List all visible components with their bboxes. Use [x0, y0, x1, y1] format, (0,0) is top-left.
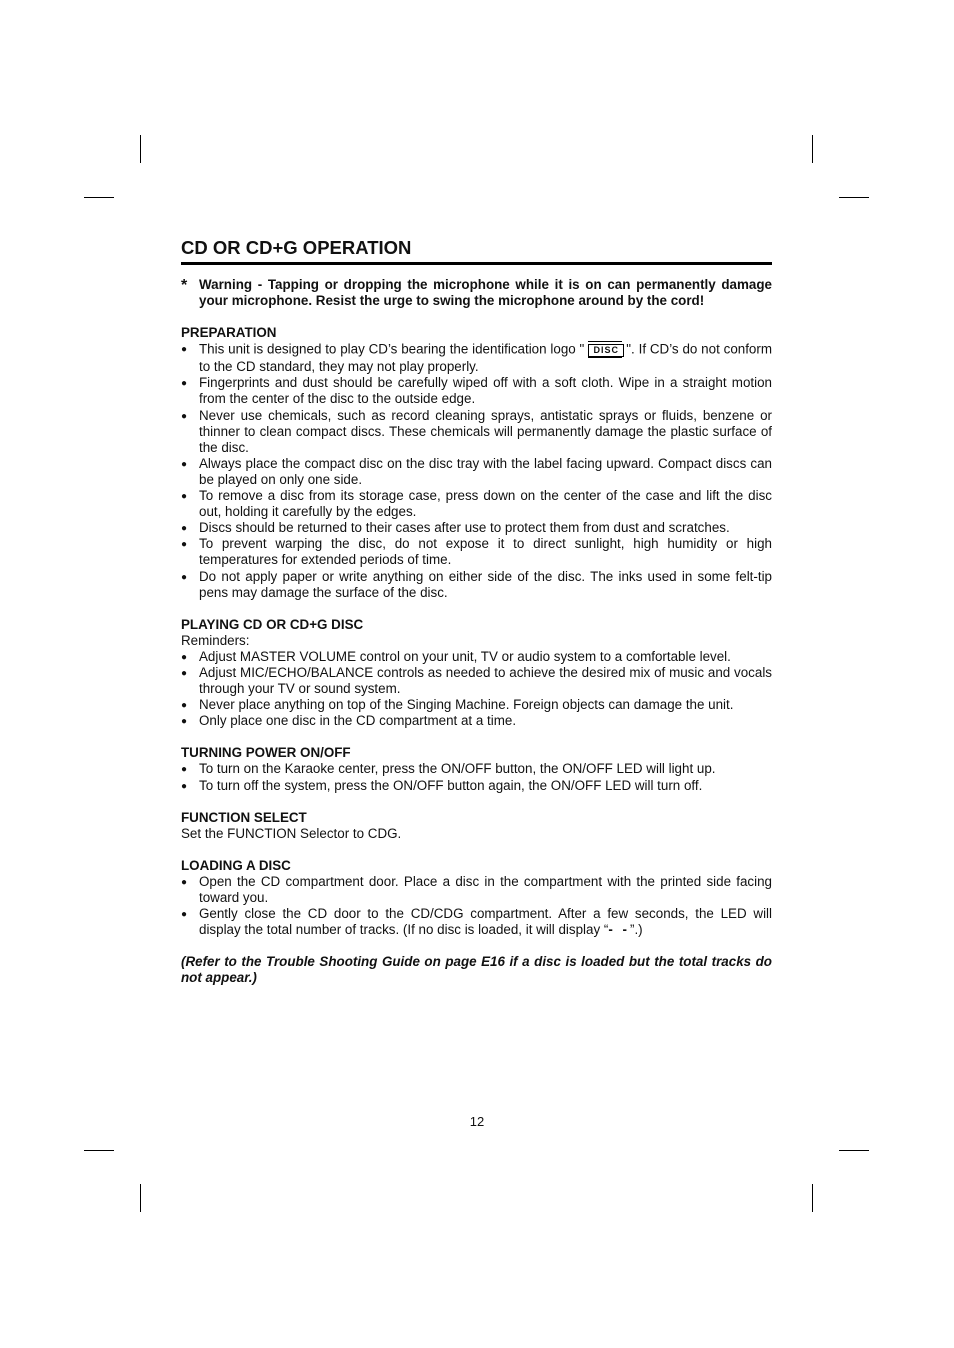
preparation-list	[181, 341, 772, 600]
list-item: ● Do not apply paper or write anything on either side of the disc. The inks used in some felt-tip pens may damage the surface of the disc.	[181, 569, 772, 601]
list-item: ● Gently close the CD door to the CD/CDG compartment. After a few seconds, the LED will display the total number of tracks. (If no disc is loaded, it will display “- -”.)	[181, 906, 772, 938]
crop-mark	[839, 1150, 869, 1151]
function-text: Set the FUNCTION Selector to CDG.	[181, 825, 402, 841]
disc-logo-text: DISC	[588, 344, 624, 357]
crop-mark	[812, 1184, 813, 1212]
crop-mark	[84, 197, 114, 198]
preparation-heading: PREPARATION	[181, 325, 277, 341]
warning-text: Warning - Tapping or dropping the microphone while it is on can permanently damage your microphone. Resist the urge to swing the microphone around by the cord!	[199, 277, 772, 309]
list-item: ● Discs should be returned to their cases after use to protect them from dust and scratches.	[181, 520, 772, 536]
page-content	[181, 236, 772, 986]
reminders-label: Reminders:	[181, 632, 250, 648]
crop-mark	[140, 135, 141, 163]
trouble-shooting-note: (Refer to the Trouble Shooting Guide on page E16 if a disc is loaded but the total tracks do not appear.)	[181, 954, 772, 986]
list-item: ● To prevent warping the disc, do not expose it to direct sunlight, high humidity or high temperatures for extended periods of time.	[181, 536, 772, 568]
power-heading: TURNING POWER ON/OFF	[181, 745, 351, 761]
page-title: CD OR CD+G OPERATION	[181, 236, 772, 265]
crop-mark	[839, 197, 869, 198]
list-item: ● Never place anything on top of the Singing Machine. Foreign objects can damage the unit.	[181, 697, 772, 713]
list-item: ● To remove a disc from its storage case, press down on the center of the case and lift the disc out, holding it carefully by the edges.	[181, 488, 772, 520]
list-item: ● Always place the compact disc on the disc tray with the label facing upward. Compact discs can be played on only one side.	[181, 456, 772, 488]
crop-mark	[140, 1184, 141, 1212]
list-item: ● Open the CD compartment door. Place a disc in the compartment with the printed side facing toward you.	[181, 874, 772, 906]
playing-heading: PLAYING CD OR CD+G DISC	[181, 616, 364, 632]
compact-disc-logo-icon	[588, 341, 622, 359]
loading-list	[181, 874, 772, 938]
led-display-dashes: - -	[608, 922, 630, 938]
list-item: ● This unit is designed to play CD’s bearing the identification logo " DISC ". If CD’s do not conform to the CD standard, they may not play properly.	[181, 341, 772, 375]
list-item: ● To turn on the Karaoke center, press the ON/OFF button, the ON/OFF LED will light up.	[181, 761, 772, 777]
page-number: 12	[469, 1114, 485, 1129]
crop-mark	[812, 135, 813, 163]
power-list	[181, 761, 772, 793]
asterisk-icon: *	[181, 277, 188, 294]
crop-mark	[84, 1150, 114, 1151]
list-item: ● To turn off the system, press the ON/OFF button again, the ON/OFF LED will turn off.	[181, 778, 772, 794]
list-item: ● Only place one disc in the CD compartment at a time.	[181, 713, 772, 729]
function-heading: FUNCTION SELECT	[181, 809, 307, 825]
warning-note	[181, 277, 772, 309]
list-item: ● Adjust MASTER VOLUME control on your unit, TV or audio system to a comfortable level.	[181, 649, 772, 665]
loading-heading: LOADING A DISC	[181, 857, 291, 873]
list-item: ● Fingerprints and dust should be carefully wiped off with a soft cloth. Wipe in a straight motion from the center of the disc to the outside edge.	[181, 375, 772, 407]
playing-list	[181, 649, 772, 729]
list-item: ● Adjust MIC/ECHO/BALANCE controls as needed to achieve the desired mix of music and vocals through your TV or sound system.	[181, 665, 772, 697]
list-item: ● Never use chemicals, such as record cleaning sprays, antistatic sprays or fluids, benzene or thinner to clean compact discs. These chemicals will permanently damage the plastic surface of the disc.	[181, 408, 772, 456]
